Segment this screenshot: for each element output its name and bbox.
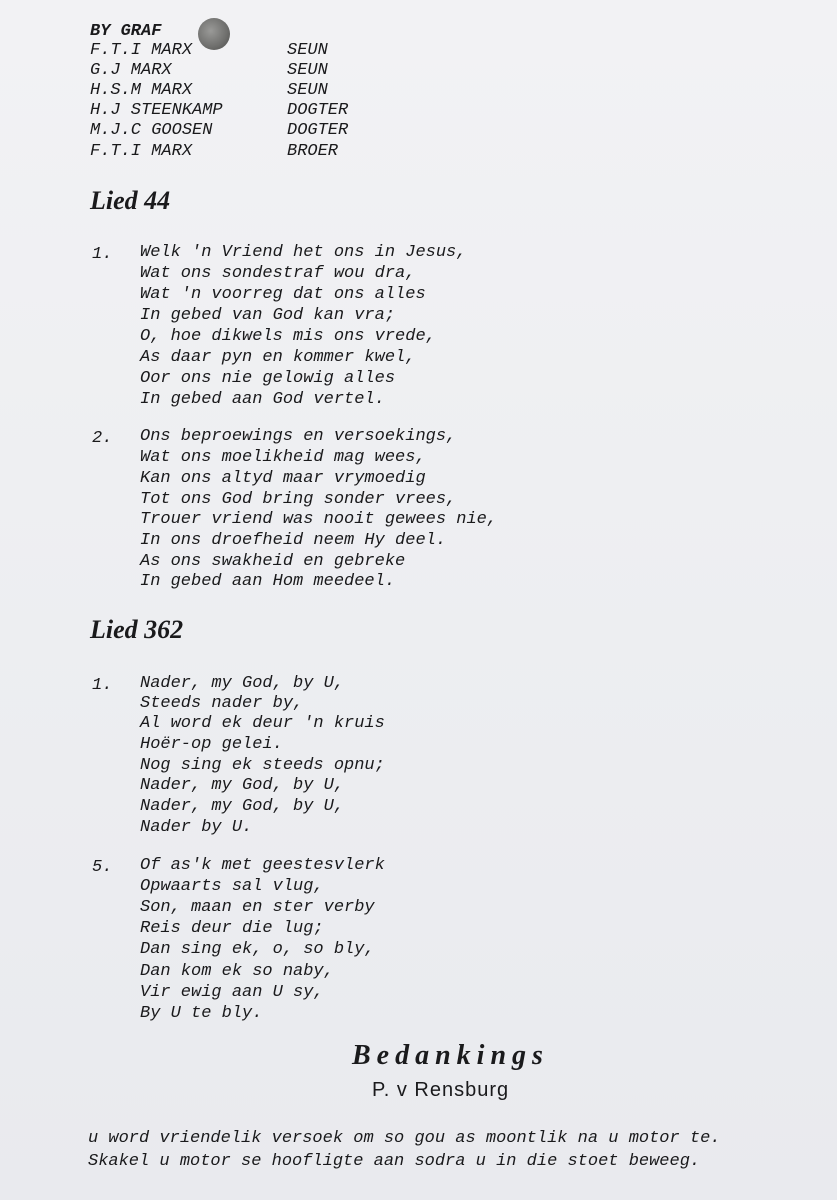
pallbearer-relation: DOGTER xyxy=(287,101,349,120)
verse-line: By U te bly. xyxy=(140,1004,263,1023)
notice-line: u word vriendelik versoek om so gou as moontlik na u motor te. xyxy=(88,1129,721,1148)
verse-line: As ons swakheid en gebreke xyxy=(140,552,406,571)
verse-line: Son, maan en ster verby xyxy=(140,898,375,917)
verse-line: Dan kom ek so naby, xyxy=(140,962,334,981)
verse-line: Welk 'n Vriend het ons in Jesus, xyxy=(140,243,467,262)
verse-line: Dan sing ek, o, so bly, xyxy=(140,940,375,959)
pallbearer-name: F.T.I MARX xyxy=(90,142,193,161)
verse-line: In ons droefheid neem Hy deel. xyxy=(140,531,447,550)
verse-line: Nader, my God, by U, xyxy=(140,797,345,816)
verse-number: 1. xyxy=(92,676,113,695)
thanks-title: Bedankings xyxy=(352,1040,549,1071)
verse-line: In gebed aan God vertel. xyxy=(140,390,385,409)
verse-line: Al word ek deur 'n kruis xyxy=(140,714,385,733)
verse-line: Wat ons moelikheid mag wees, xyxy=(140,448,426,467)
pallbearer-relation: BROER xyxy=(287,142,339,161)
hymn-title: Lied 362 xyxy=(90,615,184,644)
verse-number: 1. xyxy=(92,245,113,264)
verse-line: Wat ons sondestraf wou dra, xyxy=(140,264,416,283)
hymn-title: Lied 44 xyxy=(90,186,171,215)
verse-line: In gebed aan Hom meedeel. xyxy=(140,572,396,591)
pallbearer-name: F.T.I MARX xyxy=(90,41,193,60)
verse-line: Of as'k met geestesvlerk xyxy=(140,856,385,875)
pallbearer-relation: DOGTER xyxy=(287,121,349,140)
pallbearer-relation: SEUN xyxy=(287,61,328,80)
pallbearer-name: H.S.M MARX xyxy=(90,81,193,100)
verse-line: Reis deur die lug; xyxy=(140,919,324,938)
verse-line: Hoër-op gelei. xyxy=(140,735,283,754)
verse-line: Opwaarts sal vlug, xyxy=(140,877,324,896)
thanks-speaker: P. v Rensburg xyxy=(372,1079,510,1101)
verse-number: 2. xyxy=(92,429,113,448)
pallbearer-relation: SEUN xyxy=(287,41,328,60)
verse-line: Oor ons nie gelowig alles xyxy=(140,369,396,388)
verse-line: Kan ons altyd maar vrymoedig xyxy=(140,469,426,488)
verse-line: In gebed van God kan vra; xyxy=(140,306,396,325)
verse-line: Wat 'n voorreg dat ons alles xyxy=(140,285,426,304)
verse-line: Nader, my God, by U, xyxy=(140,776,345,795)
pallbearers-header: BY GRAF xyxy=(90,22,162,41)
verse-line: As daar pyn en kommer kwel, xyxy=(140,348,416,367)
verse-line: Trouer vriend was nooit gewees nie, xyxy=(140,510,498,529)
verse-line: Nader by U. xyxy=(140,818,253,837)
pallbearer-name: M.J.C GOOSEN xyxy=(90,121,213,140)
verse-line: Tot ons God bring sonder vrees, xyxy=(140,490,457,509)
pallbearer-name: H.J STEENKAMP xyxy=(90,101,223,120)
verse-line: O, hoe dikwels mis ons vrede, xyxy=(140,327,436,346)
verse-line: Nader, my God, by U, xyxy=(140,674,345,693)
pallbearer-relation: SEUN xyxy=(287,81,328,100)
pallbearer-name: G.J MARX xyxy=(90,61,172,80)
punch-hole xyxy=(198,18,230,50)
verse-line: Vir ewig aan U sy, xyxy=(140,983,324,1002)
notice-line: Skakel u motor se hoofligte aan sodra u in die stoet beweeg. xyxy=(88,1152,701,1171)
verse-line: Nog sing ek steeds opnu; xyxy=(140,756,385,775)
verse-number: 5. xyxy=(92,858,113,877)
verse-line: Ons beproewings en versoekings, xyxy=(140,427,457,446)
verse-line: Steeds nader by, xyxy=(140,694,304,713)
